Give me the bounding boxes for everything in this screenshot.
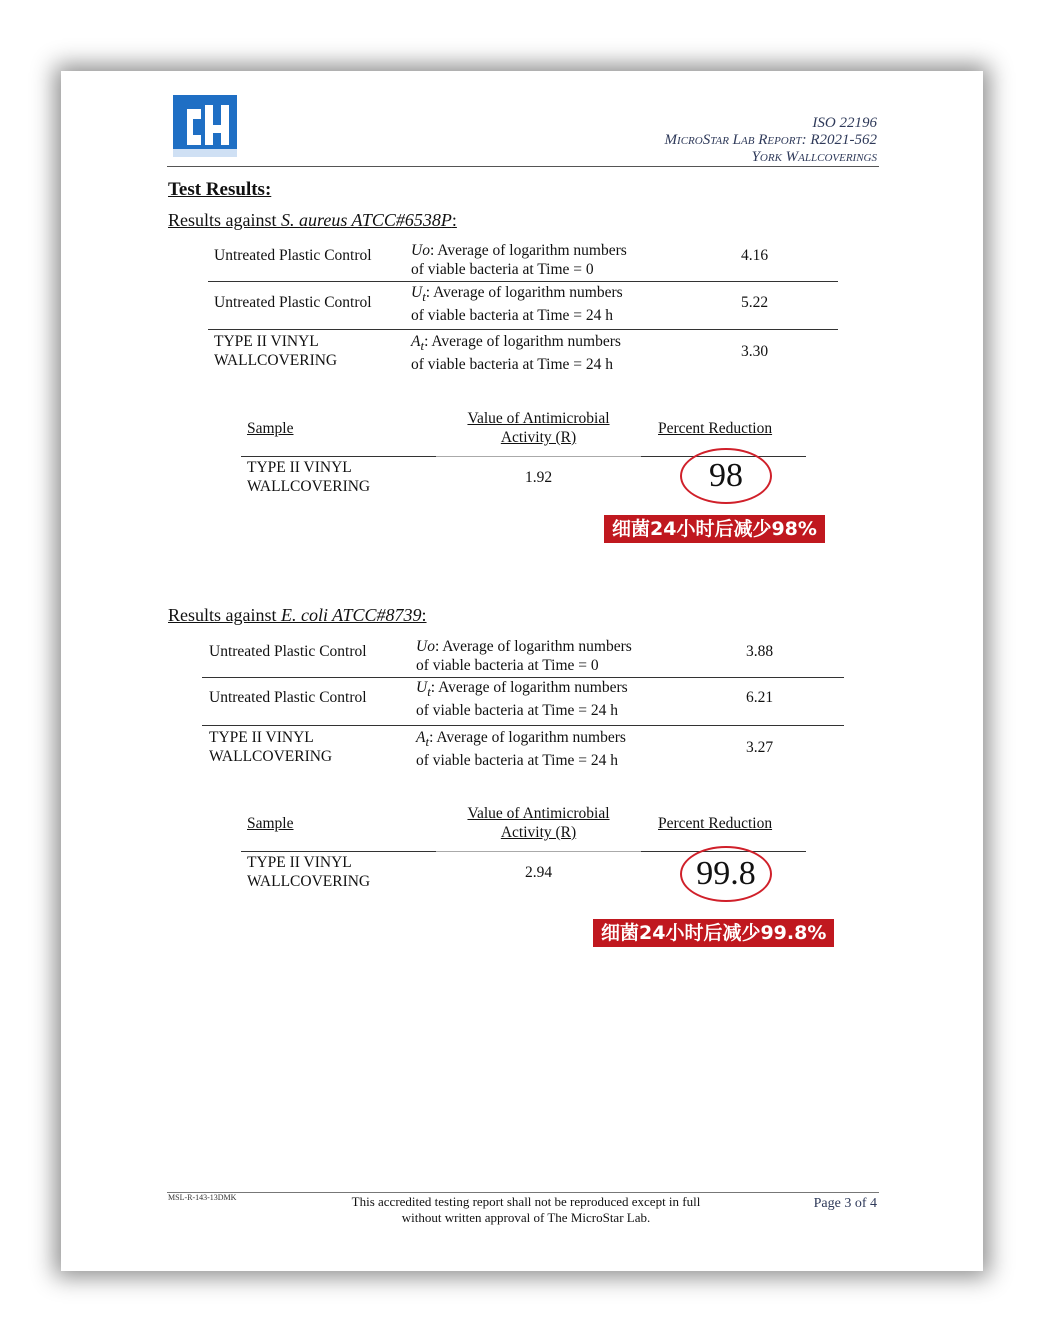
summary-col-sample: Sample (247, 420, 294, 437)
activity-header-line1: Value of Antimicrobial (467, 410, 610, 427)
notice-line2: without written approval of The MicroStar Lab. (401, 1210, 651, 1225)
summary-col-activity (441, 804, 636, 842)
summary-divider (241, 851, 436, 852)
summary-divider (241, 456, 436, 457)
table-row-value: 4.16 (741, 247, 769, 264)
heading-prefix: Results against (168, 605, 281, 625)
table-row-value: 5.22 (741, 294, 769, 311)
table-row-value: 3.27 (746, 739, 774, 756)
row-divider (208, 281, 838, 282)
page-title: Test Results: (168, 179, 272, 200)
desc-line1: : Average of logarithm numbers (434, 638, 632, 655)
desc-line2: of viable bacteria at Time = 24 h (416, 702, 619, 720)
desc-line1: : Average of logarithm numbers (429, 242, 627, 259)
reduction-banner: 细菌24小时后减少98% (604, 515, 825, 543)
footer-page-number: Page 3 of 4 (813, 1196, 877, 1211)
row-divider (202, 725, 844, 726)
section-heading-s-aureus (168, 210, 457, 231)
heading-organism: S. aureus ATCC#6538P (281, 210, 452, 230)
sample-line2: WALLCOVERING (209, 748, 333, 765)
activity-header-line1: Value of Antimicrobial (467, 805, 610, 822)
desc-line2: of viable bacteria at Time = 0 (411, 261, 594, 278)
table-row-description (411, 332, 621, 374)
row-divider (208, 329, 838, 330)
desc-line2: of viable bacteria at Time = 24 h (416, 752, 619, 770)
summary-activity-value: 1.92 (524, 469, 553, 486)
desc-line2: of viable bacteria at Time = 24 h (411, 356, 614, 374)
table-row-description (411, 241, 627, 279)
symbol: U (416, 679, 428, 696)
table-row-sample: Untreated Plastic Control (209, 689, 367, 706)
heading-organism: E. coli ATCC#8739 (281, 605, 422, 625)
reduction-banner: 细菌24小时后减少99.8% (593, 919, 834, 947)
summary-sample (247, 458, 370, 496)
table-row-description (416, 637, 632, 675)
symbol: Uo (411, 242, 430, 259)
percent-reduction-circle: 98 (680, 448, 772, 504)
footer-doc-code: MSL-R-143-13DMK (168, 1193, 237, 1202)
footer-divider (167, 1192, 879, 1193)
sample-line2: WALLCOVERING (214, 352, 338, 369)
table-row-description (411, 283, 623, 325)
table-row-sample: Untreated Plastic Control (209, 643, 367, 660)
table-row-sample: Untreated Plastic Control (214, 294, 372, 311)
heading-suffix: : (451, 210, 457, 230)
symbol: Uo (416, 638, 435, 655)
desc-line1: : Average of logarithm numbers (429, 729, 626, 746)
symbol-subscript: t (425, 734, 430, 750)
header-divider (167, 166, 879, 167)
header-report-number: MicroStar Lab Report: R2021-562 (664, 132, 877, 148)
table-row-value: 6.21 (746, 689, 774, 706)
sample-line1: TYPE II VINYL (214, 333, 319, 350)
activity-header-line2: Activity (R) (500, 824, 577, 841)
desc-line1: : Average of logarithm numbers (424, 333, 621, 350)
summary-divider (436, 851, 641, 852)
sample-line2: WALLCOVERING (247, 478, 371, 495)
report-page (61, 71, 983, 1271)
table-row-sample (209, 728, 332, 766)
table-row-sample (214, 332, 337, 370)
summary-col-reduction: Percent Reduction (658, 420, 773, 437)
summary-sample (247, 853, 370, 891)
summary-col-sample: Sample (247, 815, 294, 832)
table-row-sample: Untreated Plastic Control (214, 247, 372, 264)
summary-col-activity (441, 409, 636, 447)
summary-activity-value: 2.94 (524, 864, 553, 881)
sample-line2: WALLCOVERING (247, 873, 371, 890)
summary-col-reduction: Percent Reduction (658, 815, 773, 832)
symbol: A (411, 333, 421, 350)
sample-line1: TYPE II VINYL (247, 854, 352, 871)
heading-prefix: Results against (168, 210, 281, 230)
percent-reduction-circle: 99.8 (680, 846, 772, 902)
footer-notice (311, 1194, 741, 1226)
sample-line1: TYPE II VINYL (209, 729, 314, 746)
desc-line1: : Average of logarithm numbers (430, 679, 628, 696)
table-row-description (416, 728, 626, 770)
table-row-value: 3.88 (746, 643, 774, 660)
symbol: U (411, 284, 423, 301)
desc-line2: of viable bacteria at Time = 0 (416, 657, 599, 674)
notice-line1: This accredited testing report shall not be reproduced except in full (351, 1194, 701, 1209)
desc-line2: of viable bacteria at Time = 24 h (411, 307, 614, 325)
header-standard: ISO 22196 (812, 115, 877, 131)
activity-header-line2: Activity (R) (500, 429, 577, 446)
symbol-subscript: t (427, 684, 431, 700)
summary-divider (436, 456, 641, 457)
desc-line1: : Average of logarithm numbers (425, 284, 623, 301)
table-row-description (416, 678, 628, 720)
table-row-value: 3.30 (741, 343, 769, 360)
symbol-subscript: t (422, 289, 426, 305)
section-heading-e-coli (168, 605, 427, 626)
header-client: York Wallcoverings (751, 149, 877, 165)
sample-line1: TYPE II VINYL (247, 459, 352, 476)
microstar-lab-logo (173, 95, 237, 157)
symbol-subscript: t (420, 338, 425, 354)
heading-suffix: : (421, 605, 427, 625)
symbol: A (416, 729, 426, 746)
